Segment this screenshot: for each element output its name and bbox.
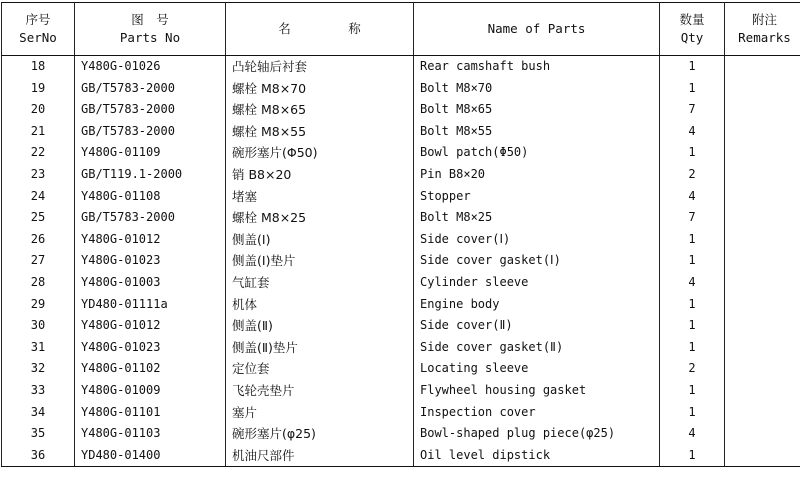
table-row [2,337,800,359]
cell-remarks [725,358,800,380]
cell-remarks [725,121,800,143]
table-row [2,315,800,337]
table-row [2,272,800,294]
cell-name-en: Bowl patch(Φ50) [414,142,660,164]
table-row [2,402,800,424]
cell-part-no: GB/T119.1-2000 [75,164,226,186]
cell-name-en: Bolt M8×55 [414,121,660,143]
table-row [2,99,800,121]
cell-name-zh: 螺栓 M8×55 [226,121,414,143]
cell-part-no: Y480G-01101 [75,402,226,424]
cell-remarks [725,294,800,316]
cell-name-zh: 凸轮轴后衬套 [226,56,414,78]
cell-qty: 7 [660,207,725,229]
cell-serno: 33 [2,380,75,402]
cell-part-no: GB/T5783-2000 [75,207,226,229]
cell-qty: 4 [660,423,725,445]
cell-part-no: Y480G-01108 [75,186,226,208]
cell-remarks [725,272,800,294]
cell-name-en: Bolt M8×70 [414,78,660,100]
header-qty [660,3,725,56]
table-row [2,423,800,445]
cell-part-no: Y480G-01102 [75,358,226,380]
table-row [2,142,800,164]
cell-qty: 1 [660,78,725,100]
cell-remarks [725,337,800,359]
cell-serno: 36 [2,445,75,467]
header-serno-zh: 序号 [25,12,51,27]
cell-part-no: Y480G-01012 [75,229,226,251]
table-row [2,445,800,467]
cell-qty: 4 [660,186,725,208]
cell-name-zh: 侧盖(Ⅱ)垫片 [226,337,414,359]
cell-qty: 7 [660,99,725,121]
cell-name-zh: 飞轮壳垫片 [226,380,414,402]
cell-remarks [725,423,800,445]
cell-part-no: Y480G-01109 [75,142,226,164]
cell-name-en: Bolt M8×25 [414,207,660,229]
cell-qty: 4 [660,121,725,143]
cell-serno: 25 [2,207,75,229]
parts-table [1,2,800,467]
table-row [2,121,800,143]
header-qty-zh: 数量 [679,12,705,27]
table-row [2,56,800,78]
cell-remarks [725,207,800,229]
table-row [2,358,800,380]
cell-qty: 1 [660,402,725,424]
cell-remarks [725,402,800,424]
cell-serno: 34 [2,402,75,424]
cell-name-zh: 侧盖(Ⅱ) [226,315,414,337]
cell-remarks [725,315,800,337]
cell-name-en: Pin B8×20 [414,164,660,186]
table-row [2,186,800,208]
cell-qty: 1 [660,380,725,402]
cell-part-no: Y480G-01103 [75,423,226,445]
cell-part-no: Y480G-01026 [75,56,226,78]
cell-qty: 1 [660,445,725,467]
cell-serno: 28 [2,272,75,294]
table-row [2,207,800,229]
cell-remarks [725,99,800,121]
table-row [2,294,800,316]
cell-qty: 1 [660,142,725,164]
cell-serno: 22 [2,142,75,164]
cell-name-zh: 碗形塞片(Φ50) [226,142,414,164]
header-qty-en: Qty [680,30,704,45]
cell-qty: 2 [660,164,725,186]
cell-part-no: GB/T5783-2000 [75,78,226,100]
cell-part-no: Y480G-01012 [75,315,226,337]
header-name-zh-2: 称 [348,21,361,36]
cell-serno: 32 [2,358,75,380]
table-row [2,78,800,100]
cell-name-zh: 螺栓 M8×25 [226,207,414,229]
cell-name-en: Side cover gasket(Ⅱ) [414,337,660,359]
cell-remarks [725,78,800,100]
cell-remarks [725,229,800,251]
table-row [2,229,800,251]
cell-qty: 1 [660,250,725,272]
cell-qty: 1 [660,294,725,316]
cell-qty: 4 [660,272,725,294]
cell-name-en: Stopper [414,186,660,208]
header-remarks [725,3,800,56]
cell-name-zh: 机油尺部件 [226,445,414,467]
header-serno [2,3,75,56]
cell-part-no: Y480G-01003 [75,272,226,294]
cell-name-zh: 塞片 [226,402,414,424]
cell-serno: 35 [2,423,75,445]
cell-qty: 1 [660,337,725,359]
cell-serno: 26 [2,229,75,251]
cell-name-zh: 侧盖(Ⅰ) [226,229,414,251]
cell-qty: 1 [660,56,725,78]
cell-serno: 30 [2,315,75,337]
cell-serno: 21 [2,121,75,143]
cell-remarks [725,142,800,164]
cell-serno: 23 [2,164,75,186]
cell-qty: 2 [660,358,725,380]
cell-name-en: Side cover gasket(Ⅰ) [414,250,660,272]
cell-serno: 19 [2,78,75,100]
header-partno [75,3,226,56]
cell-part-no: Y480G-01009 [75,380,226,402]
cell-serno: 29 [2,294,75,316]
cell-name-en: Side cover(Ⅱ) [414,315,660,337]
table-header [2,3,800,56]
cell-serno: 24 [2,186,75,208]
cell-name-en: Inspection cover [414,402,660,424]
table-body [2,56,800,467]
cell-serno: 27 [2,250,75,272]
cell-part-no: GB/T5783-2000 [75,99,226,121]
header-name-zh [226,3,414,56]
cell-part-no: YD480-01400 [75,445,226,467]
header-partno-en: Parts No [119,30,181,45]
cell-name-en: Side cover(Ⅰ) [414,229,660,251]
header-name-zh-1: 名 [278,21,291,36]
cell-name-zh: 销 B8×20 [226,164,414,186]
cell-name-zh: 侧盖(Ⅰ)垫片 [226,250,414,272]
cell-name-zh: 碗形塞片(φ25) [226,423,414,445]
cell-name-zh: 螺栓 M8×70 [226,78,414,100]
cell-name-zh: 螺栓 M8×65 [226,99,414,121]
header-remarks-en: Remarks [738,30,791,45]
cell-remarks [725,250,800,272]
header-name-en: Name of Parts [414,3,660,56]
header-partno-zh: 图 号 [131,12,169,27]
cell-name-zh: 定位套 [226,358,414,380]
table-row [2,380,800,402]
cell-name-en: Bowl-shaped plug piece(φ25) [414,423,660,445]
table-row [2,164,800,186]
cell-remarks [725,186,800,208]
cell-serno: 18 [2,56,75,78]
cell-serno: 20 [2,99,75,121]
table-row [2,250,800,272]
cell-name-en: Flywheel housing gasket [414,380,660,402]
cell-name-en: Cylinder sleeve [414,272,660,294]
cell-part-no: YD480-01111a [75,294,226,316]
cell-name-zh: 堵塞 [226,186,414,208]
cell-remarks [725,445,800,467]
cell-part-no: Y480G-01023 [75,250,226,272]
cell-part-no: GB/T5783-2000 [75,121,226,143]
cell-remarks [725,56,800,78]
cell-serno: 31 [2,337,75,359]
cell-name-en: Rear camshaft bush [414,56,660,78]
cell-name-zh: 机体 [226,294,414,316]
cell-qty: 1 [660,229,725,251]
header-remarks-zh: 附注 [751,12,777,27]
cell-part-no: Y480G-01023 [75,337,226,359]
cell-remarks [725,380,800,402]
cell-name-zh: 气缸套 [226,272,414,294]
cell-name-en: Engine body [414,294,660,316]
header-row [2,3,800,56]
cell-remarks [725,164,800,186]
cell-name-en: Oil level dipstick [414,445,660,467]
cell-qty: 1 [660,315,725,337]
header-serno-en: SerNo [19,30,57,45]
cell-name-en: Locating sleeve [414,358,660,380]
cell-name-en: Bolt M8×65 [414,99,660,121]
